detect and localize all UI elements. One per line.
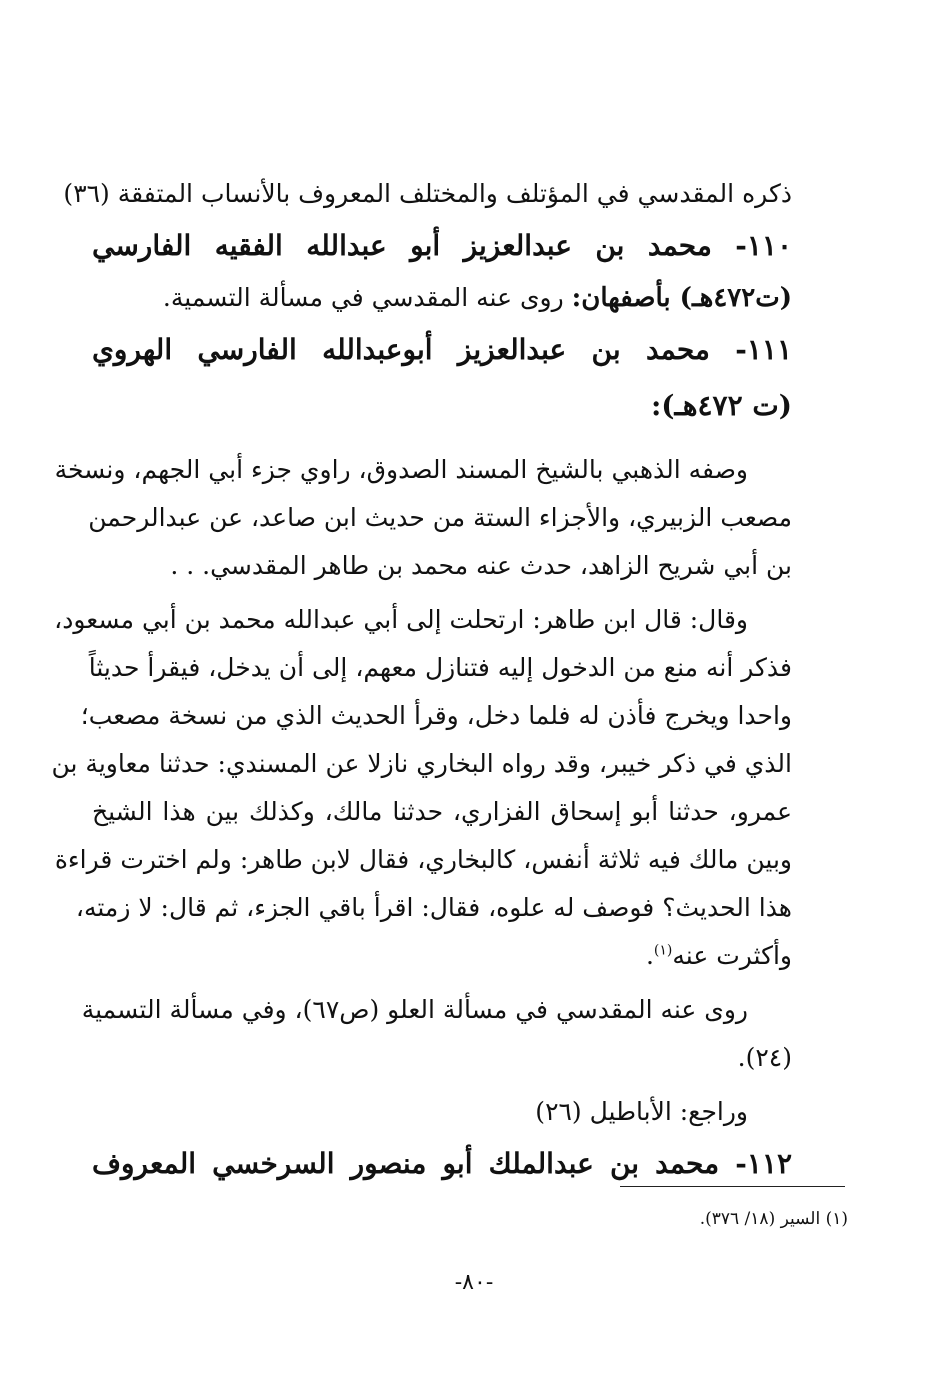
paragraph-line: واحدا ويخرج فأذن له فلما دخل، وقرأ الحديث الذي من نسخة مصعب؛: [80, 701, 792, 730]
text-line-rest: روى عنه المقدسي في مسألة التسمية.: [162, 283, 572, 312]
text-line: [92, 274, 792, 322]
entry-heading-112: ١١٢- محمد بن عبدالملك أبو منصور السرخسي المعروف: [92, 1147, 792, 1180]
paragraph-line: مصعب الزبيري، والأجزاء الستة من حديث ابن صاعد، عن عبدالرحمن: [88, 503, 792, 532]
text-line: ذكره المقدسي في المؤتلف والمختلف المعروف بالأنساب المتفقة (٣٦): [63, 179, 792, 208]
page-body: [51, 170, 792, 1192]
paragraph-line: الذي في ذكر خيبر، وقد رواه البخاري نازلا عن المسندي: حدثنا معاوية بن: [51, 749, 792, 778]
paragraph-line: بن أبي شريح الزاهد، حدث عنه محمد بن طاهر المقدسي. . .: [170, 551, 792, 580]
footnote-marker[interactable]: (١): [653, 942, 673, 959]
entry-heading-110: ١١٠- محمد بن عبدالعزيز أبو عبدالله الفقيه الفارسي: [92, 229, 792, 262]
paragraph-line-end: .: [645, 941, 654, 970]
entry-heading-111-date: (ت ٤٧٢هـ):: [650, 389, 792, 422]
paragraph-line-text: وأكثرت عنه: [672, 941, 792, 970]
paragraph-line: وقال: قال ابن طاهر: ارتحلت إلى أبي عبدالله محمد بن أبي مسعود،: [54, 605, 748, 634]
paragraph-line: روى عنه المقدسي في مسألة العلو (ص٦٧)، وفي مسألة التسمية: [81, 995, 748, 1024]
footnote: (١) السير (١٨/ ٣٧٦).: [699, 1209, 848, 1229]
paragraph-line: [92, 932, 792, 980]
spacer: [92, 434, 792, 446]
entry-heading-110-date: (ت٤٧٢هـ) بأصفهان:: [571, 283, 792, 313]
entry-heading-111: ١١١- محمد بن عبدالعزيز أبوعبدالله الفارسي الهروي: [92, 333, 792, 366]
paragraph-line: وراجع: الأباطيل (٢٦): [535, 1097, 748, 1126]
footnote-divider: [620, 1186, 845, 1187]
paragraph-line: فذكر أنه منع من الدخول إليه فتنازل معهم، إلى أن يدخل، فيقرأ حديثاً: [88, 653, 792, 682]
paragraph-line: (٢٤).: [737, 1043, 792, 1072]
paragraph-line: وبين مالك فيه ثلاثة أنفس، كالبخاري، فقال لابن طاهر: ولم اخترت قراءة: [54, 845, 792, 874]
paragraph-line: هذا الحديث؟ فوصف له علوه، فقال: اقرأ باقي الجزء، ثم قال: لا زمته،: [75, 893, 792, 922]
page-number: -٨٠-: [454, 1270, 494, 1295]
paragraph-line: عمرو، حدثنا أبو إسحاق الفزاري، حدثنا مالك، وكذلك بين هذا الشيخ: [92, 797, 792, 826]
paragraph-line: وصفه الذهبي بالشيخ المسند الصدوق، راوي جزء أبي الجهم، ونسخة: [54, 455, 748, 484]
